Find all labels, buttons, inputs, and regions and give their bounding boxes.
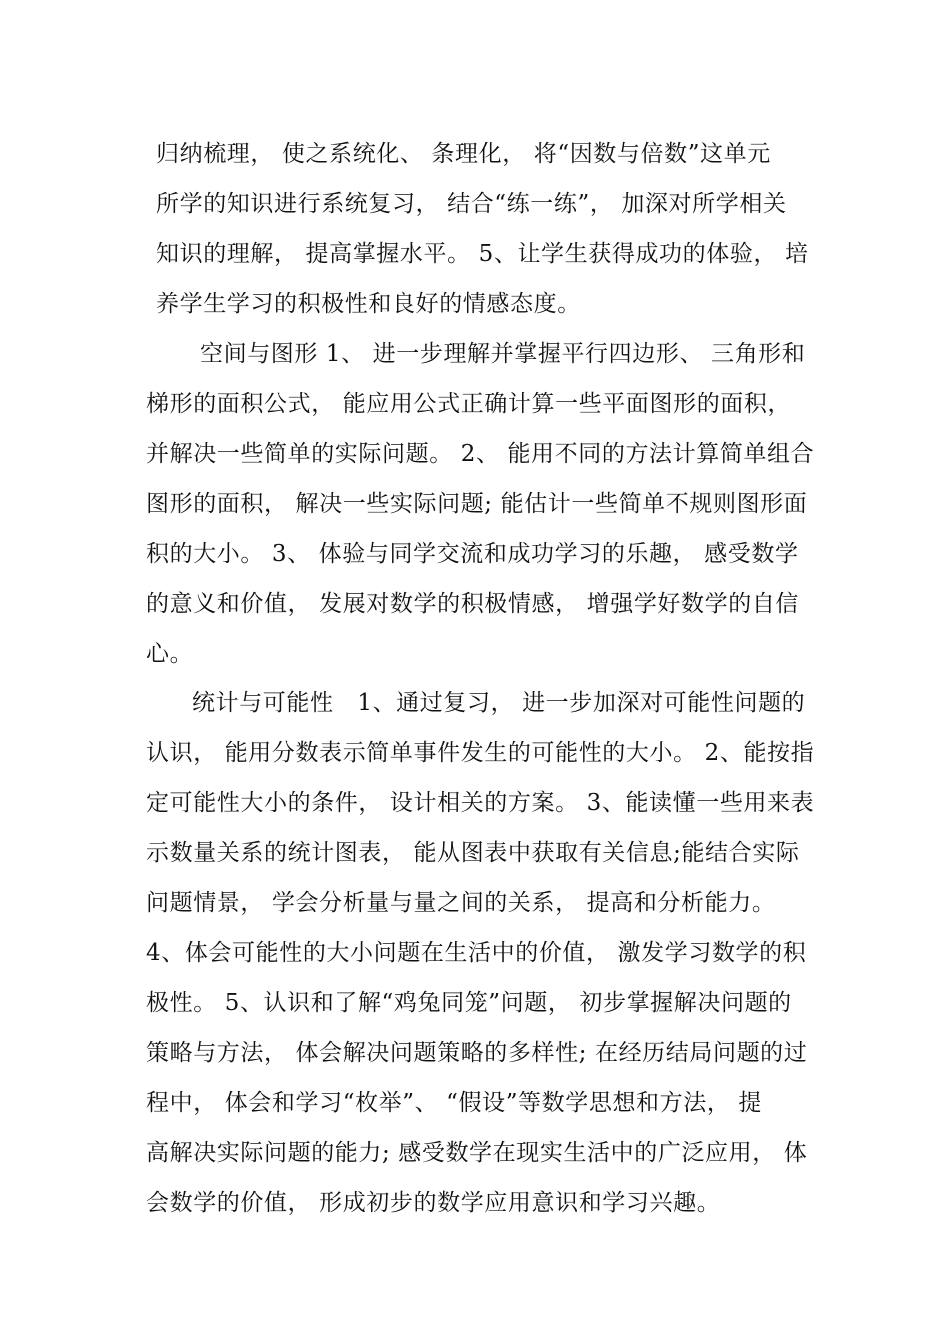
paragraph-2-line-3: 并解决一些简单的实际问题。 2、 能用不同的方法计算简单组合 (146, 441, 815, 467)
paragraph-2-line-5: 积的大小。 3、 体验与同学交流和成功学习的乐趣， 感受数学 (146, 541, 799, 567)
paragraph-3-line-7: 极性。 5、认识和了解“鸡兔同笼”问题， 初步掌握解决问题的 (146, 990, 792, 1016)
paragraph-3-line-8: 策略与方法， 体会解决问题策略的多样性; 在经历结局问题的过 (146, 1040, 808, 1066)
paragraph-1-line-2: 所学的知识进行系统复习， 结合“练一练”， 加深对所学相关 (156, 191, 787, 217)
paragraph-2-line-6: 的意义和价值， 发展对数学的积极情感， 增强学好数学的自信 (146, 591, 800, 617)
paragraph-3-line-10: 高解决实际问题的能力; 感受数学在现实生活中的广泛应用， 体 (146, 1140, 808, 1166)
paragraph-1-line-3: 知识的理解， 提高掌握水平。 5、让学生获得成功的体验， 培 (156, 241, 809, 267)
paragraph-3-line-9: 程中， 体会和学习“枚举”、 “假设”等数学思想和方法， 提 (146, 1090, 762, 1116)
paragraph-3-line-4: 示数量关系的统计图表， 能从图表中获取有关信息;能结合实际 (146, 840, 800, 866)
paragraph-3-line-6: 4、体会可能性的大小问题在生活中的价值， 激发学习数学的积 (146, 940, 807, 966)
paragraph-2-line-2: 梯形的面积公式， 能应用公式正确计算一些平面图形的面积， (146, 391, 792, 417)
paragraph-2-line-4: 图形的面积， 解决一些实际问题; 能估计一些简单不规则图形面 (146, 491, 808, 517)
paragraph-3-line-2: 认识， 能用分数表示简单事件发生的可能性的大小。 2、能按指 (146, 740, 815, 766)
paragraph-2-line-1: 空间与图形 1、 进一步理解并掌握平行四边形、 三角形和 (200, 341, 806, 367)
paragraph-3-line-1: 统计与可能性 1、通过复习， 进一步加深对可能性问题的 (192, 690, 806, 716)
paragraph-2-line-7: 心。 (146, 641, 194, 667)
paragraph-1-line-1: 归纳梳理， 使之系统化、 条理化， 将“因数与倍数”这单元 (156, 141, 771, 167)
paragraph-3-line-11: 会数学的价值， 形成初步的数学应用意识和学习兴趣。 (146, 1190, 721, 1216)
paragraph-3-line-5: 问题情景， 学会分析量与量之间的关系， 提高和分析能力。 (146, 890, 776, 916)
paragraph-3-line-3: 定可能性大小的条件， 设计相关的方案。 3、能读懂一些用来表 (146, 790, 815, 816)
paragraph-1-line-4: 养学生学习的积极性和良好的情感态度。 (156, 291, 581, 317)
